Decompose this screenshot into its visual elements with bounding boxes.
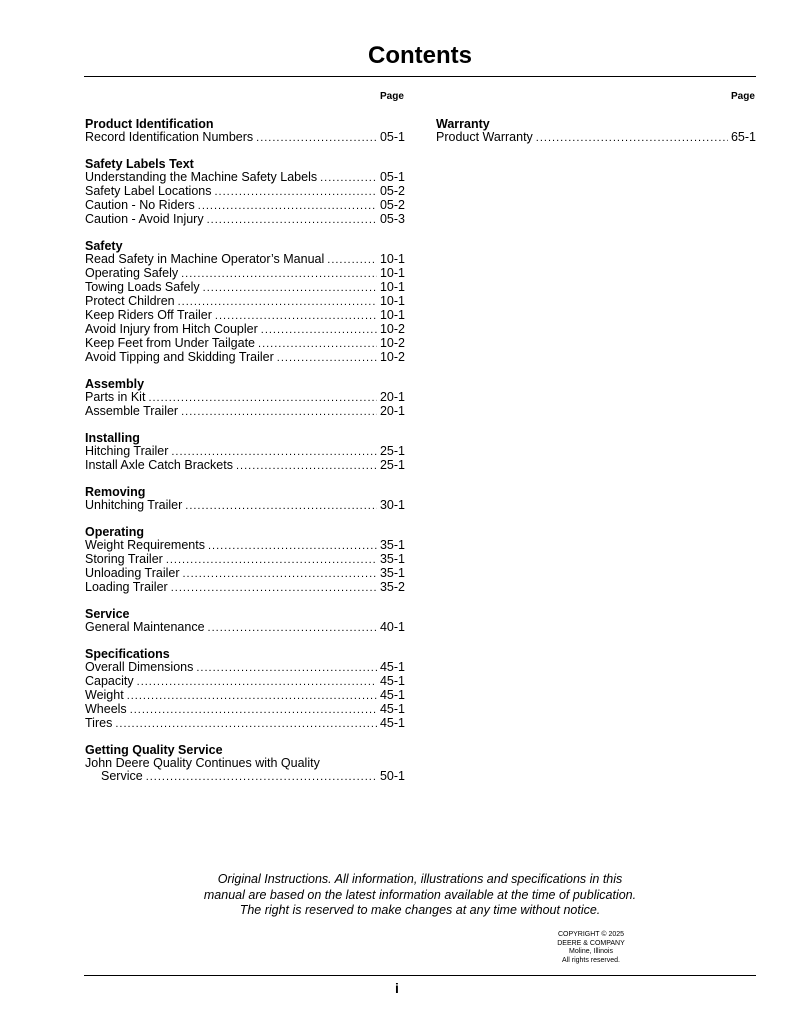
toc-entry-text: Read Safety in Machine Operator’s Manual [85,252,325,266]
toc-entry-text: General Maintenance [85,620,205,634]
toc-entry-text: Capacity [85,674,134,688]
toc-entry-text: Weight [85,688,124,702]
toc-entry[interactable] [85,309,405,323]
toc-entry-text: Hitching Trailer [85,444,169,458]
copyright-block [530,931,652,965]
toc-section [436,117,756,145]
toc-dot-leader [181,406,377,419]
footer-rule [84,975,756,976]
toc-section-title: Service [85,607,130,621]
toc-entry[interactable] [85,253,405,267]
toc-entry[interactable] [85,213,405,227]
toc-section [85,239,405,365]
toc-dot-leader [327,254,377,267]
toc-section-title: Removing [85,485,146,499]
toc-entry[interactable] [85,281,405,295]
toc-entry-text: Safety Label Locations [85,184,212,198]
toc-entry[interactable] [85,405,405,419]
toc-entry[interactable] [85,553,405,567]
toc-entry[interactable] [85,131,405,145]
toc-entry-text: Weight Requirements [85,538,205,552]
page-number: i [395,980,399,996]
toc-entry[interactable] [85,337,405,351]
toc-entry[interactable] [85,445,405,459]
toc-dot-leader [536,132,728,145]
toc-entry[interactable] [85,539,405,553]
toc-section-title: Product Identification [85,117,214,131]
footer-note-line: manual are based on the latest information available at the time of publication. [203,887,637,902]
toc-entry[interactable] [85,675,405,689]
toc-entry[interactable] [85,770,405,784]
toc-entry-text: Caution - No Riders [85,198,195,212]
toc-entry-page: 45-1 [379,702,405,716]
toc-entry-text: Towing Loads Safely [85,280,200,294]
toc-entry[interactable] [85,581,405,595]
toc-entry-page: 35-1 [379,538,405,552]
toc-entry[interactable] [85,391,405,405]
toc-entry[interactable] [85,661,405,675]
toc-section [85,431,405,473]
toc-dot-leader [256,132,377,145]
toc-dot-leader [236,460,377,473]
toc-entry-page: 35-1 [379,566,405,580]
toc-entry-page: 25-1 [379,458,405,472]
toc-dot-leader [320,172,377,185]
toc-entry-page: 45-1 [379,660,405,674]
toc-entry[interactable] [85,689,405,703]
toc-entry-text: Record Identification Numbers [85,130,254,144]
copyright-line: Moline, Illinois [569,948,613,955]
toc-entry-page: 50-1 [379,769,405,783]
copyright-line: All rights reserved. [562,956,620,964]
toc-entry-page: 10-1 [379,280,405,294]
toc-entry-page: 05-1 [379,170,405,184]
toc-section-title: Operating [85,525,145,539]
toc-entry-text: Loading Trailer [85,580,168,594]
toc-dot-leader [203,282,377,295]
toc-section [85,485,405,513]
footer-note-line: The right is reserved to make changes at any time without notice. [239,903,601,917]
header-rule [84,76,756,77]
toc-entry-page: 10-2 [379,350,405,364]
toc-dot-leader [208,622,377,635]
toc-entry-text: Unloading Trailer [85,566,180,580]
toc-dot-leader [137,676,377,689]
toc-entry-text: Assemble Trailer [85,404,179,418]
toc-entry-page: 10-1 [379,294,405,308]
toc-dot-leader [261,324,377,337]
footer-note-line: Original Instructions. All information, illustrations and specifications in this [217,872,623,886]
copyright-line: DEERE & COMPANY [557,939,625,947]
toc-entry-page: 45-1 [379,674,405,688]
toc-right-column [436,117,756,157]
toc-section [85,157,405,227]
original-instructions-note [180,872,660,919]
toc-dot-leader [208,540,377,553]
toc-dot-leader [171,582,377,595]
toc-section [85,525,405,595]
toc-entry-page: 65-1 [730,130,756,144]
page-column-header-right: Page [731,91,755,102]
toc-entry-page: 10-2 [379,322,405,336]
toc-entry-page: 10-1 [379,266,405,280]
toc-entry-text: Protect Children [85,294,175,308]
toc-dot-leader [214,186,376,199]
toc-entry[interactable] [85,295,405,309]
toc-entry-page: 30-1 [379,498,405,512]
toc-entry-page: 05-2 [379,184,405,198]
toc-section-title: Installing [85,431,140,445]
toc-entry[interactable] [436,131,756,145]
toc-entry[interactable] [85,499,405,513]
toc-dot-leader [181,268,377,281]
toc-dot-leader [148,392,377,405]
toc-section [85,607,405,635]
toc-entry[interactable] [85,323,405,337]
toc-entry-text: Avoid Tipping and Skidding Trailer [85,350,274,364]
toc-entry-page: 10-1 [379,308,405,322]
toc-entry-text: Install Axle Catch Brackets [85,458,233,472]
toc-dot-leader [196,662,377,675]
toc-dot-leader [185,500,377,513]
toc-entry-text: Operating Safely [85,266,179,280]
toc-entry[interactable] [85,459,405,473]
toc-dot-leader [146,771,377,784]
toc-entry-text: Caution - Avoid Injury [85,212,204,226]
page-column-header-left: Page [380,91,404,102]
toc-entry-page: 10-1 [379,252,405,266]
toc-entry-page: 25-1 [379,444,405,458]
toc-section [85,647,405,731]
toc-entry-page: 05-1 [379,130,405,144]
toc-section-title: Assembly [85,377,145,391]
toc-entry-text: Unhitching Trailer [85,498,183,512]
toc-entry-text: Tires [85,716,113,730]
toc-entry-text: Avoid Injury from Hitch Coupler [85,322,258,336]
toc-entry-page: 35-1 [379,552,405,566]
toc-dot-leader [198,200,377,213]
toc-entry[interactable] [85,567,405,581]
toc-entry-page: 20-1 [379,390,405,404]
toc-entry-page: 05-3 [379,212,405,226]
toc-entry-text: Service [101,769,143,783]
toc-dot-leader [115,718,377,731]
page-title: Contents [368,42,472,69]
toc-entry[interactable] [85,717,405,731]
toc-entry-text: Overall Dimensions [85,660,194,674]
copyright-line: COPYRIGHT © 2025 [557,931,625,938]
toc-entry[interactable] [85,199,405,213]
toc-dot-leader [166,554,377,567]
toc-entry-text: Storing Trailer [85,552,163,566]
toc-entry-text: Product Warranty [436,130,533,144]
toc-entry-page: 45-1 [379,688,405,702]
toc-section-title: Safety [85,239,123,253]
toc-entry[interactable] [85,185,405,199]
toc-entry-text: Keep Feet from Under Tailgate [85,336,256,350]
toc-dot-leader [127,690,377,703]
toc-entry-text: Wheels [85,702,127,716]
toc-entry-page: 45-1 [379,716,405,730]
toc-section-title: Specifications [85,647,170,661]
toc-dot-leader [183,568,377,581]
toc-section [85,377,405,419]
toc-entry[interactable] [85,703,405,717]
toc-section-title: Safety Labels Text [85,157,194,171]
toc-entry-page: 10-2 [379,336,405,350]
toc-dot-leader [207,214,377,227]
toc-left-column [85,117,405,796]
toc-entry-page: 35-2 [379,580,405,594]
toc-entry-text: Keep Riders Off Trailer [85,308,212,322]
toc-dot-leader [130,704,377,717]
toc-entry-page: 20-1 [379,404,405,418]
toc-entry[interactable] [85,351,405,365]
toc-entry-text: Parts in Kit [85,390,146,404]
toc-entry[interactable] [85,171,405,185]
toc-dot-leader [277,352,377,365]
toc-section [85,743,405,784]
toc-section-title: Getting Quality Service [85,743,223,757]
toc-entry[interactable] [85,621,405,635]
toc-entry-text: Understanding the Machine Safety Labels [85,170,318,184]
toc-entry-page: 40-1 [379,620,405,634]
toc-entry[interactable] [85,267,405,281]
toc-section-title: Warranty [436,117,490,131]
toc-section [85,117,405,145]
toc-entry-text: John Deere Quality Continues with Quality [85,756,320,770]
toc-entry-page: 05-2 [379,198,405,212]
toc-dot-leader [258,338,377,351]
